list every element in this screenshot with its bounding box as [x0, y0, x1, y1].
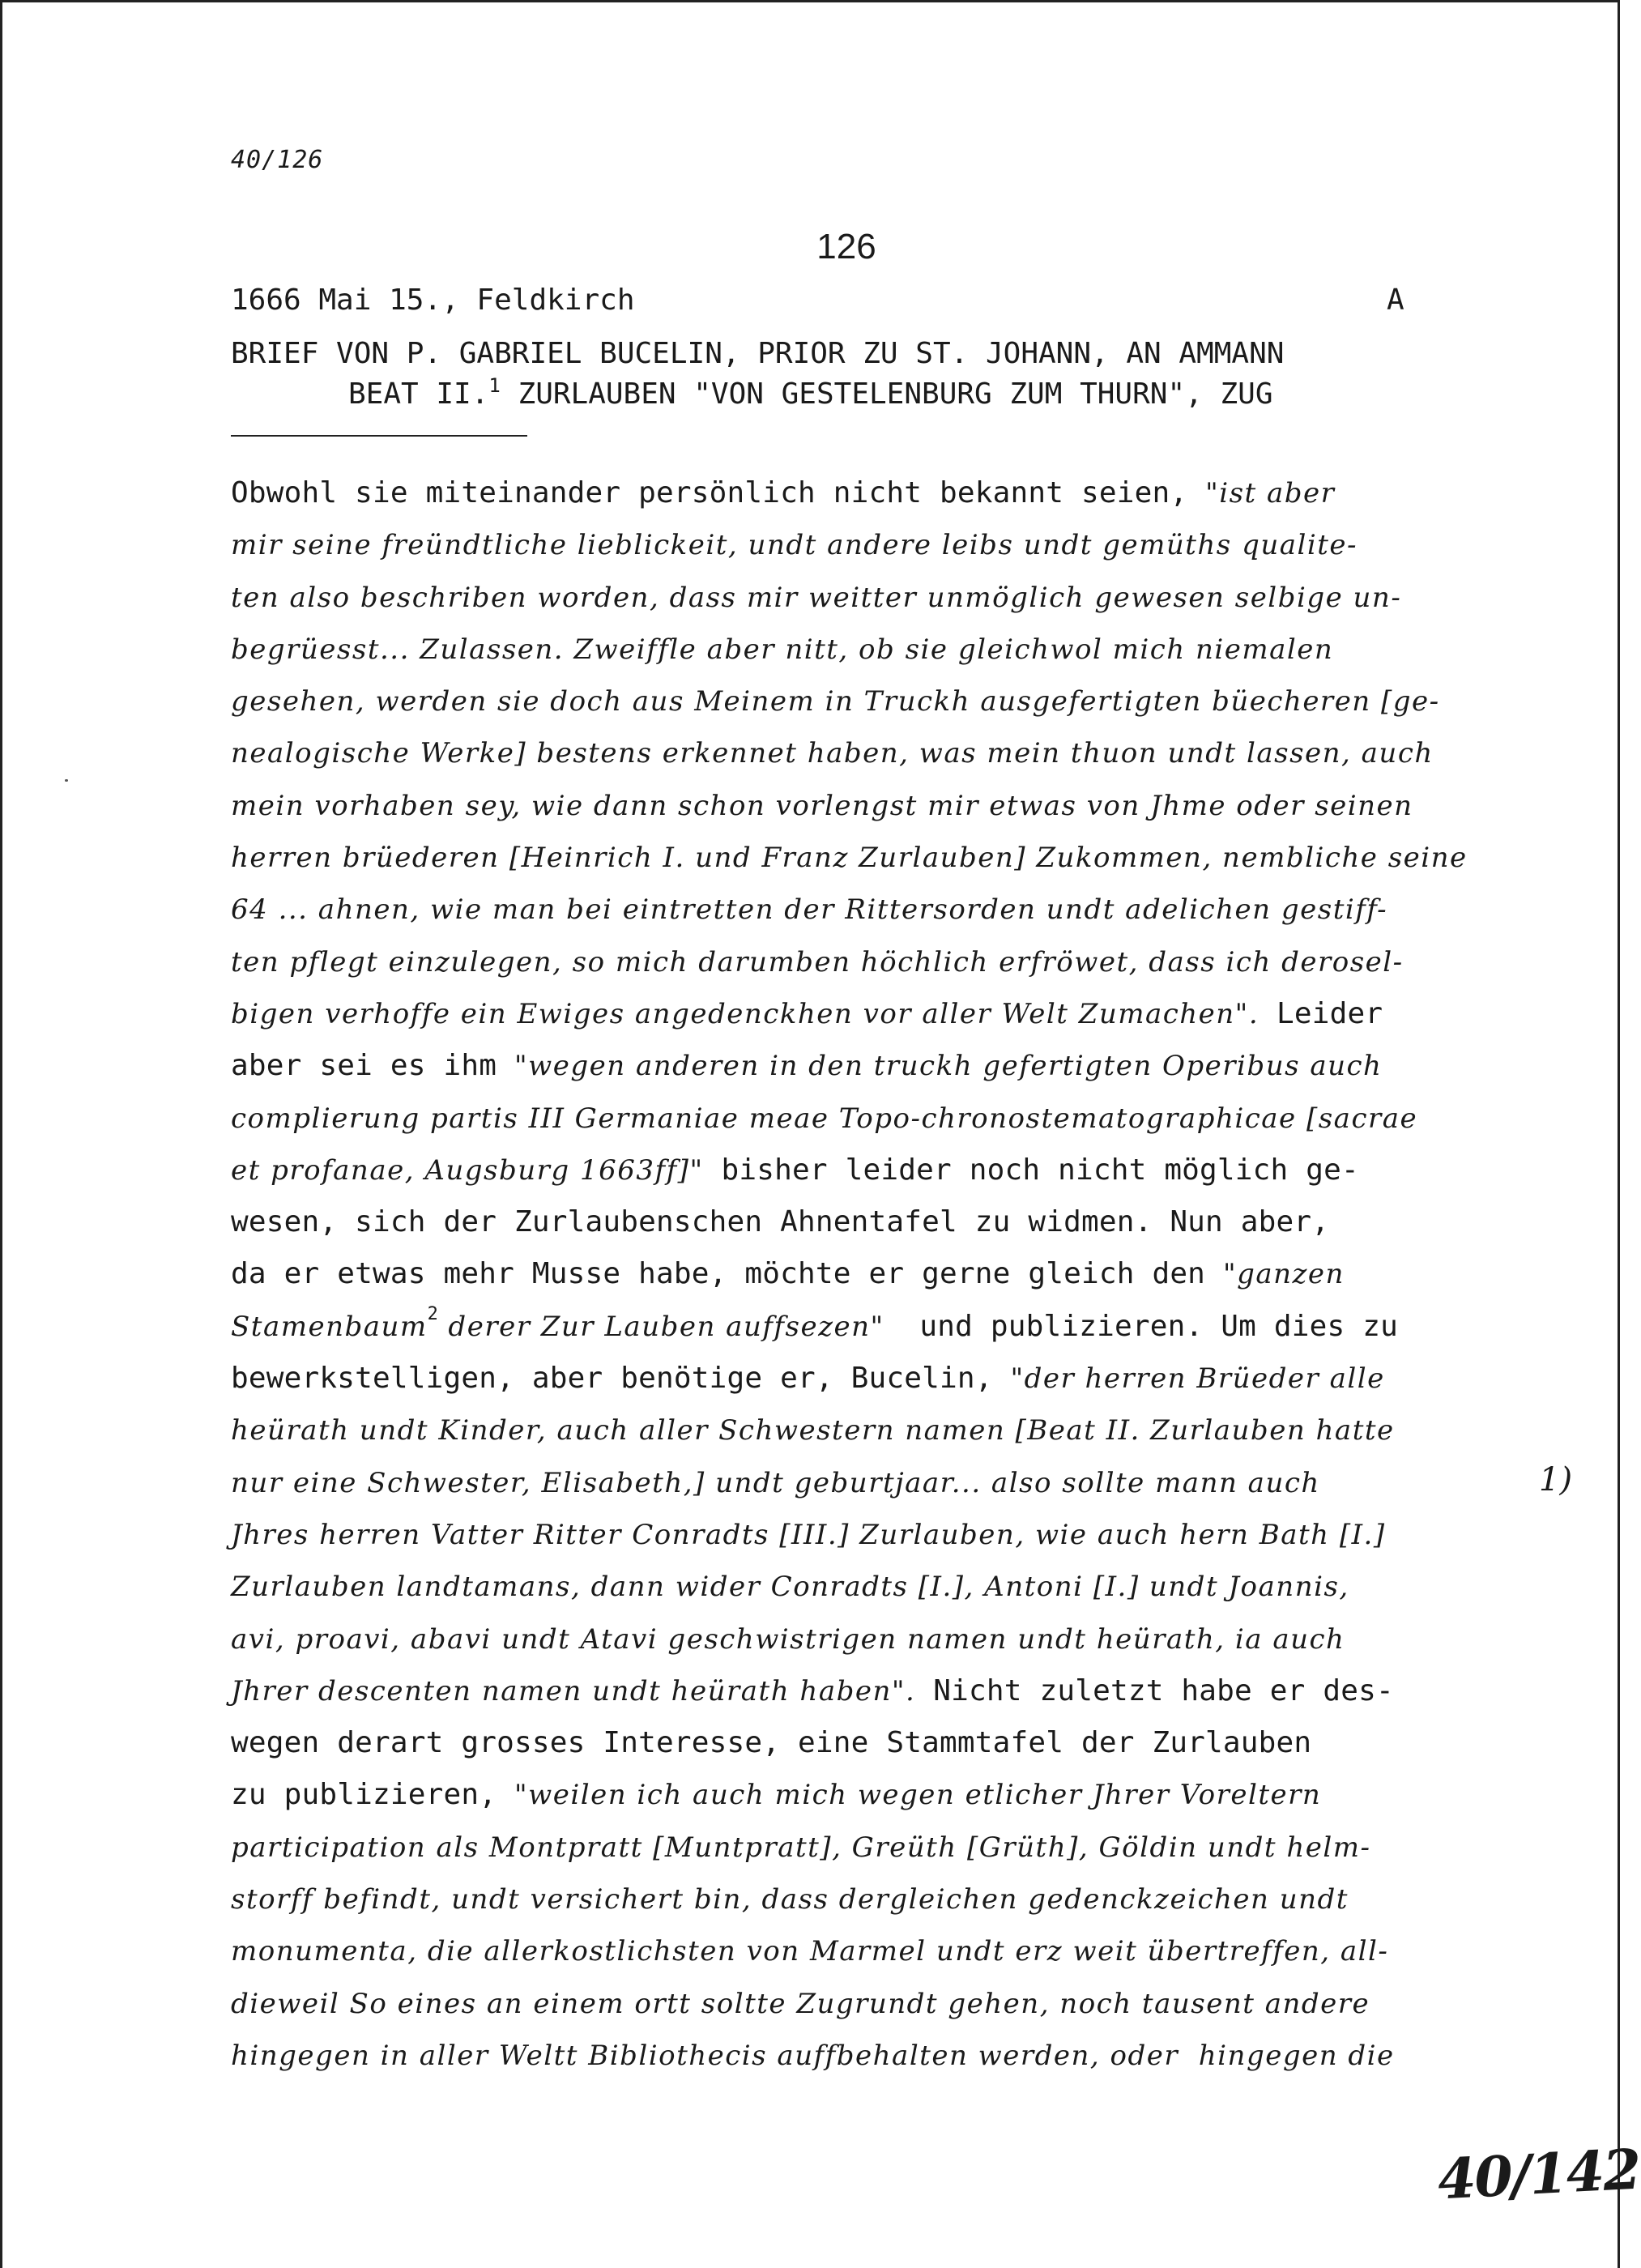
quoted-source-text: hingegen in aller Weltt Bibliothecis auffbehalten werden, oder hingegen die: [231, 2039, 1395, 2072]
quoted-source-text: dieweil So eines an einem ortt soltte Zugrundt gehen, noch tausent andere: [231, 1987, 1370, 2020]
body-line: [231, 884, 1462, 936]
page-border-left: [0, 0, 2, 2268]
quoted-source-text: "ganzen: [1222, 1258, 1345, 1291]
body-line: [231, 572, 1462, 624]
heading-line-1: BRIEF VON P. GABRIEL BUCELIN, PRIOR ZU ST. JOHANN, AN AMMANN: [231, 337, 1285, 370]
summary-text: wesen, sich der Zurlaubenschen Ahnentafel zu widmen. Nun aber,: [231, 1205, 1330, 1239]
quoted-source-text: complierung partis III Germaniae meae Topo-chronostematographicae [sacrae: [231, 1102, 1418, 1135]
archive-reference: 40/126: [231, 146, 324, 174]
heading-line-2-end: ZURLAUBEN "VON GESTELENBURG ZUM THURN", ZUG: [500, 377, 1273, 411]
document-type-marker: A: [1387, 284, 1404, 317]
document-heading: [231, 334, 1430, 415]
quoted-source-text: derer Zur Lauben auffsezen": [438, 1310, 884, 1343]
quoted-source-text: ten pflegt einzulegen, so mich darumben höchlich erfröwet, dass ich derosel-: [231, 945, 1404, 978]
body-line: [231, 1561, 1462, 1613]
summary-text: bewerkstelligen, aber benötige er, Bucelin,: [231, 1362, 1011, 1396]
quoted-source-text: Jhres herren Vatter Ritter Conradts [III.] Zurlauben, wie auch hern Bath [I.]: [231, 1518, 1386, 1551]
quoted-source-text: mir seine freündtliche lieblickeit, undt andere leibs undt gemüths qualite-: [231, 529, 1358, 562]
quoted-source-text: heürath undt Kinder, auch aller Schwestern namen [Beat II. Zurlauben hatte: [231, 1414, 1395, 1447]
body-line: [231, 1093, 1462, 1145]
summary-text: wegen derart grosses Interesse, eine Stammtafel der Zurlauben: [231, 1726, 1312, 1760]
body-line: [231, 832, 1468, 884]
quoted-source-text: Zurlauben landtamans, dann wider Conradts [I.], Antoni [I.] undt Joannis,: [231, 1571, 1349, 1604]
body-line: [231, 519, 1462, 571]
quoted-source-text: ten also beschriben worden, dass mir weitter unmöglich gewesen selbige un-: [231, 581, 1402, 614]
date-place-line: 1666 Mai 15., Feldkirch: [231, 284, 635, 317]
body-line: [231, 1925, 1462, 1977]
quoted-source-text: "weilen ich auch mich wegen etlicher Jhrer Voreltern: [514, 1779, 1322, 1812]
body-line: [231, 1457, 1462, 1509]
quoted-source-text: monumenta, die allerkostlichsten von Marmel undt erz weit übertreffen, all-: [231, 1935, 1389, 1968]
summary-text: und publizieren. Um dies zu: [884, 1309, 1398, 1343]
heading-rule: [231, 435, 527, 437]
footnote-marker-1: 1: [488, 374, 501, 397]
summary-text: Nicht zuletzt habe er des-: [915, 1673, 1394, 1707]
quoted-source-text: Stamenbaum: [231, 1310, 428, 1343]
page-border-right: [1618, 0, 1620, 2268]
heading-line-2-start: BEAT II.: [348, 377, 489, 411]
quoted-source-text: "ist aber: [1205, 477, 1336, 509]
body-line: [231, 1978, 1462, 2030]
body-line: [231, 1665, 1462, 1717]
body-text: [231, 467, 1468, 2082]
body-line: [231, 936, 1462, 988]
quoted-source-text: gesehen, werden sie doch aus Meinem in Truckh ausgefertigten büecheren [ge-: [231, 685, 1440, 718]
quoted-source-text: et profanae, Augsburg 1663ff]": [231, 1153, 704, 1187]
scan-speck: [65, 779, 68, 782]
body-line: [231, 1874, 1462, 1925]
summary-text: Leider: [1259, 996, 1383, 1030]
summary-text: da er etwas mehr Musse habe, möchte er gerne gleich den: [231, 1257, 1223, 1291]
quoted-source-text: "wegen anderen in den truckh gefertigten Operibus auch: [514, 1050, 1383, 1083]
footnote-marker: 2: [427, 1303, 439, 1324]
quoted-source-text: participation als Montpratt [Muntpratt], Greüth [Grüth], Göldin undt helm-: [231, 1831, 1371, 1864]
summary-text: zu publizieren,: [231, 1778, 514, 1812]
summary-text: aber sei es ihm: [231, 1049, 514, 1083]
quoted-source-text: mein vorhaben sey, wie dann schon vorlengst mir etwas von Jhme oder seinen: [231, 789, 1413, 822]
body-line: [231, 988, 1462, 1040]
quoted-source-text: avi, proavi, abavi undt Atavi geschwistrigen namen undt heürath, ia auch: [231, 1622, 1345, 1656]
quoted-source-text: 64 ... ahnen, wie man bei eintretten der Rittersorden undt adelichen gestiff-: [231, 893, 1388, 927]
body-line: [231, 1196, 1462, 1248]
quoted-source-text: nealogische Werke] bestens erkennet haben, was mein thuon undt lassen, auch: [231, 737, 1434, 770]
quoted-source-text: bigen verhoffe ein Ewiges angedenckhen vor aller Welt Zumachen".: [231, 997, 1260, 1030]
quoted-source-text: "der herren Brüeder alle: [1010, 1362, 1385, 1396]
body-line: [231, 1145, 1462, 1196]
quoted-source-text: begrüesst... Zulassen. Zweiffle aber nitt, ob sie gleichwol mich niemalen: [231, 633, 1334, 666]
document-number: 126: [816, 227, 876, 266]
summary-text: bisher leider noch nicht möglich ge-: [703, 1153, 1359, 1187]
quoted-source-text: storff befindt, undt versichert bin, dass dergleichen gedenckzeichen undt: [231, 1883, 1349, 1916]
body-line: [231, 727, 1462, 779]
body-line: [231, 1301, 1462, 1353]
body-line: [231, 676, 1462, 727]
quoted-source-text: Jhrer descenten namen undt heürath haben".: [231, 1674, 916, 1707]
handwritten-archive-number: 40/142: [1436, 2137, 1641, 2213]
summary-text: Obwohl sie miteinander persönlich nicht bekannt seien,: [231, 476, 1206, 509]
page-border-top: [0, 0, 1620, 2]
heading-line-2: [231, 374, 1430, 415]
body-line: [231, 780, 1462, 832]
body-line: [231, 1353, 1462, 1405]
body-line: [231, 1769, 1462, 1821]
body-line: [231, 1248, 1462, 1300]
body-line: [231, 1822, 1462, 1874]
body-line: [231, 1717, 1462, 1769]
quoted-source-text: nur eine Schwester, Elisabeth,] undt geburtjaar... also sollte mann auch: [231, 1466, 1320, 1499]
quoted-source-text: herren brüederen [Heinrich I. und Franz Zurlauben] Zukommen, nembliche seine: [231, 842, 1468, 875]
body-line: [231, 1405, 1462, 1456]
body-line: [231, 2030, 1462, 2082]
margin-note: 1): [1539, 1461, 1573, 1498]
body-line: [231, 624, 1462, 676]
body-line: [231, 1614, 1462, 1665]
body-line: [231, 1040, 1462, 1092]
body-line: [231, 467, 1462, 519]
body-line: [231, 1509, 1462, 1561]
